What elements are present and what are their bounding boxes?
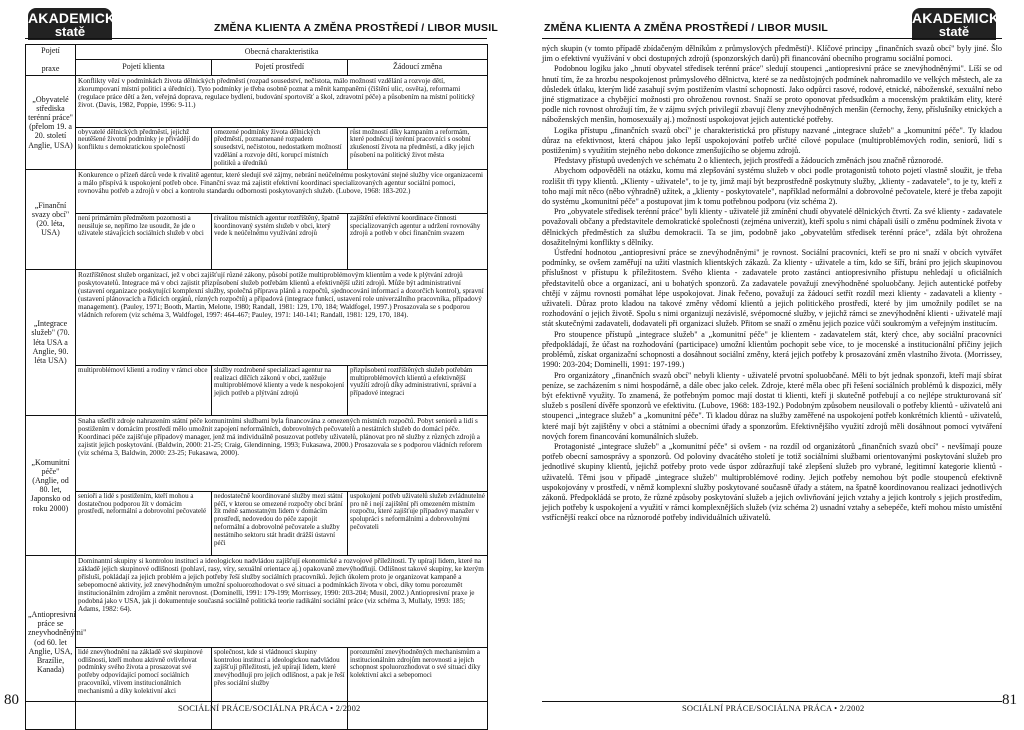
client-cell: lidé znevýhodnění na základě své skupinové odlišnosti, kteří mohou aktivně ovlivňovat podmínky svého života a prosazovat své potřeby odpovídající pomocí sociálních pracovníků, vlivem institucionálních mechanismů a díky kolektivní akci [76, 647, 212, 729]
badge-line1: AKADEMICKÉ [28, 10, 125, 26]
paragraph: Pro stoupence přístupů „integrace služeb" a „komunitní péče" je klientem - zadavatelem stát, který chce, aby sociální pracovníci předpokládají, že účast na rozhodování (participace) umožní klientům pochopit sebe více, to je mocenské a institucionální příčiny jejich problémů, získat organizační schopnosti a dosáhnout sociální změny, která jejich potřeby k prosazování změn vlastního života. (Morrissey, 1990: 203-204; Dominelli, 1991: 197-199.) [542, 329, 1002, 370]
section-badge [28, 8, 125, 40]
row-description: Konkurence o přízeň dárců vede k rivalitě agentur, které sledují své zájmy, nebrání neúčelnému poskytování stejné služby více organizacemi a málo přispívá k uspokojení potřeb obce. Finanční svaz má zajistit efektivní koordinaci specializovaných agentur sociální pomoci, rovnováhu potřeb a zdrojů v obci a kontrolu standardu odbornosti poskytovaných služeb. (Lubove, 1968: 183-202.) [76, 169, 488, 213]
practice-schema-table [25, 44, 488, 730]
env-cell: služby rozdrobené specializací agentur na realizaci dílčích zákonů v obci, zatěžuje multiproblémové klienty a vede k nespokojení jejich potřeb a plýtvání zdrojů [212, 365, 348, 415]
paragraph: Podobnou logiku jako „hnutí obyvatel středisek terénní práce" sledují stoupenci „antiopresivní práce se znevýhodněnými". Líší se od hnutí tím, že za hrozbu nespokojenost průmyslového dělnictva, které se za nedůstojných podmínek nahromadilo ve velkých městech, ale za důsledek útlaku, kterým lidé zasahují svým postižením vlastní schopností. Jako odpůrci rasové, rodové, etnické, náboženské, sexuální nebo jiné stigmatizace a chybějící možnosti pro ohroženou rovnost. Snaží se proto oponovat předsudkům a mocenským praktikám elity, které podle nich rovnost ohrožují tím, že v zájmu svých privilegií zbavují členy znevýhodněných menšin (černochy, ženy, příslušníky etnických a náboženských menšin, homosexuály aj.) možností uspokojovat jejich autentické potřeby. [542, 64, 1002, 125]
paragraph: Představy přístupů uvedených ve schématu 2 o klientech, jejich prostředí a žádoucích změnách jsou značně různorodé. [554, 156, 943, 166]
header-change: Žádoucí změna [348, 60, 488, 75]
running-head-right: ZMĚNA KLIENTA A ZMĚNA PROSTŘEDÍ / LIBOR MUSIL [544, 22, 828, 34]
change-cell: růst možností díky kampaním a reformám, které podněcují terénní pracovníci s osobní zkušeností života na předměstí, a díky jejich působení na politický život města [348, 127, 488, 169]
env-cell: nedostatečně koordinované služby mezi státní péčí, v kterou se omezené rozpočty obcí brání žít méně samostatným lidem v domácím prostředí, nedovedou do péče zapojit neformální a dobrovolné pečovatele a služby nestátního sektoru stát hradit drážší ústavní péči [212, 491, 348, 555]
paragraph: Abychom odpověděli na otázku, komu má zlepšování systému služeb v obci podle protagonistů tohoto pojetí vlastně sloužit, je třeba rozlišit tři typy klientů. „Klienty - uživatele", to je ty, jimž mají být bezprostředně poskytnuty služby, „klienty - zadavatele", to je ty, kteří z toho mají mít něco (něbo výhradně) užitek, a „klienty - poskytovatele", například neformální a dobrovolné pečovatele, které je třeba zapojit do systému „komunitní péče" a postupovat jim k tomu potřebnou podporu (viz schéma 2). [542, 166, 1002, 207]
paragraph: Pro „obyvatele středisek terénní práce" byli klienty - uživatelé již zmínění chudí obyvatelé dělnických čtvrtí. Za své klienty - zadavatele považovali občany a představitele demokratické společnosti (zejména univerzit), kteří spolu s nimi chápali úsilí o změnu podmínek života v dělnických předměstích za službu demokracii. Ta se jim, podobně jako „obyvatelům středisek terénní práce", zdála být ohrožena dosažitelnými konflikty s dělníky. [542, 207, 1002, 247]
change-cell: porozumění znevýhodněných mechanismům a institucionálním zdrojům nerovnosti a jejich schopnost spoluorozhodovat o své situaci díky kolektivní akci a sebepomoci [348, 647, 488, 729]
header-group: Obecná charakteristika [76, 45, 488, 60]
client-cell: multiproblémoví klienti a rodiny v rámci obce [76, 365, 212, 415]
row-description: Roztříštěnost služeb organizací, jež v obci zajišťují různé zákony, působí potíže multiproblémovým klientům a vede k plýtvání zdrojů poskytovatelů. Integrace má v obci zajistit přizpůsobení služeb potřebám klientů a efektivnější užití zdrojů. Může být administrativní (ustavení organizace poskytující komplexní služby, společná příprava plánů a rozpočtů, sjednocování informací a dozorčích kontrol), spravní (ustavení plánovacích a řídicích orgánů, různých rozpočtů) a případová (integrace funkcí, ustavení role univerzálního pracovníka, případový management). (Pauley, 1971; Booth, Martin, Melotte, 1980; Randall, 1981: 129, 170, 184; Waldfogel, 1997.) Prosazovala se s podporou vládních reforem (viz schéma 3, Waldfogel, 1997: 464-467; Pauley, 1971: 140-141; Randall, 1981: 129, 170, 184). [76, 269, 488, 365]
footer-left: SOCIÁLNÍ PRÁCE/SOCIÁLNA PRÁCA • 2/2002 [178, 703, 361, 713]
badge-line2: statě [938, 24, 970, 39]
page-number-right: 81 [1002, 692, 1017, 708]
row-label-antioppressive: „Antiopresivní práce se zneyvhodněnými" (od 60. let Anglie, USA, Brazílie, Kanada) [26, 555, 76, 729]
client-cell: není primárním předmětem pozornosti a neusiluje se, nepřímo lze usoudit, že jde o uživatele stávajících sociálních služeb v obci [76, 213, 212, 269]
row-label-community-care: „Komunitní péče" (Anglie, od 80. let, Japonsko od roku 2000) [26, 415, 76, 555]
env-cell: rivalitou místních agentur roztříštěný, špatně koordinovaný systém služeb v obci, který vede k neúčelnému využívání zdrojů [212, 213, 348, 269]
row-label-service-integration: „Integrace služeb" (70. léta USA a Anglie, 90. léta USA) [26, 269, 76, 415]
paragraph: Logika přístupu „finančních svazů obcí" je charakteristická pro přístupy nazvané „integrace služeb" a „komunitní péče". Ty kladou důraz na efektivnost, která chápou jako lepší uspokojování potřeb určité cílové populace (multiproblémových rodin, seniorů, lidí s postižením) s využitím stejného nebo dokonce zmenšujícího se objemu zdrojů. [542, 125, 1002, 156]
row-label-financial-federations: „Finanční svazy obcí" (20. léta, USA) [26, 169, 76, 269]
paragraph: ných skupin (v tomto případě zbídačeným dělníkům z průmyslových předměstí)¹. Klíčové principy „finančních svazů obcí" byly jiné. Šlo jim o efektivní využívání v obci dostupných zdrojů (sponzorských darů) při financování obecního programu sociální pomoci. [542, 44, 1002, 64]
badge-line2: statě [54, 24, 86, 39]
paragraph: Ústřední hodnotou „antiopresivní práce se znevýhodněnými" je rovnost. Sociální pracovníci, kteří se pro ni snaží v obcích vytvářet podmínky, se ovšem zaměřují na užití vlastních klientských zákazů. Za klienty - uživatele a tím, kdo se šíří, brání pro jejich skupinovou příslušnost v přístupu k příležitostem. Svého klienta - zadavatele proto zastánci antiopresivního přístupu nehledají u oficiálních představitelů obce a organizací, ani u bohatých sponzorů. Za zadavatele považují znevýhodněné spoluobčany. Jejich autentické potřeby chtějí v zájmu rovnosti pomáhat lépe uspokojovat. Jinak řečeno, považují za žádoucí setřít rozdíl mezi klienty - zadavateli a klienty - uživateli. Důraz proto kladou na takové změny vědomí klientů a jejich politického prostředí, které by jim umožnily podílet se na rozhodování o jejich životě. Spolu s nimi organizují nezávislé, svépomocné služby, v jejichž rámci se znevýhodnění klienti - uživatelé mají stát skutečnými zadavateli, dodavateli při organizaci služeb. Přitom se snaží o změnu jejich pozice vůči soukromým a veřejným institucím. [542, 248, 1002, 329]
header-client: Pojetí klienta [76, 60, 212, 75]
paragraph: Pro organizátory „finančních svazů obcí" nebyli klienty - uživatelé prvotní spoluobčané. Měli to být jednak sponzoři, kteří mají sbírat peníze, se zacházením s nimi hospodárně, a dále obec jako celek. Zdroje, které měla obec při řešení sociálních problémů k dispozici, měly být efektivně využity. To znamená, že potřebným pomoc mají dostat ti klienti, kteří ji skutečně potřebují a co nejlépe strukturovaná síť služeb s posílení dívěře sponzorů ve efektivitu. (Lubove, 1968: 183-192.) Podobným způsobem neusilovali o potřeby klientů - uživatelů ani stoupenci „integrace služeb" a „komunitní péče". Ti kladou důraz na služby zaměřené na uspokojení potřeb konkrétních klientů - uživatelů, které mají být zajištěny v obci a státními a obecními úřady a sponzorům. Efektivnějšího využití zdrojů měli dosáhnout pomocí vytváření nových forem financování komunálních služeb. [542, 370, 1002, 441]
env-cell: omezené podmínky života dělnických předměstí, poznamenané rozpadem sousedství, nečistotou, nedostatkem možností vzdělání a rozvoje dětí, korupcí místních politiků a úředníků [212, 127, 348, 169]
header-env: Pojetí prostředí [212, 60, 348, 75]
row-description: Dominantní skupiny si kontrolou institucí a ideologickou nadvládou zajišťují ekonomické a rozvojové příležitosti. Ty upírají lidem, které na základě jejich skupinové odlišnosti (pohlaví, rasy, víry, sexuální orientace aj.) opakovaně znevýhodňují. Odlišnost takové skupiny, ke kterým přísluší, pokládají za jejich problém a jejich potřeby řeší služby sociálních pracovníků. Jejich úkolem proto je organizovat kampaně a sebepomocné aktivity, jež znevýhodněným umožní spoluorozhodovat o své situaci a podmínkách života v obci, díky tomu porozumět institucionálním zdrojům a změnit nerovnost. (Dominelli, 1991: 179-199; Morrissey, 1990: 203-204; Musil, 2002.) Antiopresivní praxe je podobná jako v USA, jak ji dokumentuje současná sociálně politická teorie radikální sociální práce (viz schéma 3, Mullaly, 1993: 185; Adams, 1982: 64). [76, 555, 488, 647]
footer-right: SOCIÁLNÍ PRÁCE/SOCIÁLNA PRÁCA • 2/2002 [682, 703, 865, 713]
change-cell: uspokojení potřeb uživatelů služeb zvládnutelné pro ně i nejí zajištění při omezeném místním rozpočtu, které zajišťuje případový manažer v spolupráci s neformálními a dobrovolnými pečovateli [348, 491, 488, 555]
running-head-left: ZMĚNA KLIENTA A ZMĚNA PROSTŘEDÍ / LIBOR MUSIL [214, 22, 498, 34]
paragraph: Protagonisté „integrace služeb" a „komunitní péče" si ovšem - na rozdíl od organizátorů „finančních svazů obcí" - nevšímají pouze potřeb obecní samosprávy a sponzorů. Od poloviny dvacátého století je totiž sociálními službami orientovanými poskytování služeb pro jednotlivé skupiny klientů, jejichž potřeby proto vede úspor zdůrazňují také zlepšení služeb pro vybrané, legitimní kategorie klientů - uživatelů. Těmi jsou v případě „integrace služeb" multiproblémové rodiny. Jejich potřeby nemohou být podle stoupenců efektivně uspokojovány v prostředí, v němž komplexní služby poskytované současně úřady a státem, na špatně koordinovanou realizaci jednotlivých zákonů. Předpokládá se proto, že různé způsoby poskytování služeb a jejich ovlivňování jejich vztahy a jejich kontroly s jejich prostředím, jejich potřeby k uspokojení a využití v rámci komplexnějších služeb (viz schéma 2) usnadní vztahy a sebepéče, kteří mohou místo umístění vstřícnější reakcí obce na různorodé potřeby individuálních uživatelů. [542, 441, 1002, 523]
left-page [0, 0, 498, 716]
footer-rule-left [25, 701, 487, 702]
env-cell: společnost, kde si vládnoucí skupiny kontrolou institucí a ideologickou nadvládou zajišťují příležitosti, jež upírají lidem, které znevýhodňují pro jejich odlišnost, a pak je řeší přes sociální služby [212, 647, 348, 729]
footer-rule-right [542, 701, 1002, 702]
row-description: Konflikty vězí v podmínkách života dělnických předměstí (rozpad sousedství, nečistota, málo možností vzdělání a rozvoje dětí, zkorumpovaní místní politici a úředníci). Tyto podmínky je třeba osobně poznat a měnit kampaněmi (čištění ulic, osvěta), reformami (regulace práce dětí a žen, veřejná doprava, regulace bydlení, budování sportovišť a škol, zdravotní péče) a působením na místní politický život. (Davis, 1982, Poppie, 1996: 9-11.) [76, 75, 488, 127]
change-cell: zajištění efektivní koordinace činnosti specializovaných agentur a udržení rovnováhy zdrojů a potřeb v obci finančním svazem [348, 213, 488, 269]
page-number-left: 80 [4, 692, 19, 708]
client-cell: obyvatelé dělnických předměstí, jejichž neutěšené životní podmínky je přivádějí do konfliktu s demokratickou společností [76, 127, 212, 169]
badge-line1: AKADEMICKÉ [912, 10, 1009, 26]
header-practice-line1: Pojetí [41, 46, 60, 55]
client-cell: senioři a lidé s postižením, kteří mohou a dostatečnou podporou žít v domácím prostředí, neformální a dobrovolní pečovatelé [76, 491, 212, 555]
section-badge-right [912, 8, 1009, 40]
header-practice-line2: praxe [41, 64, 60, 74]
header-rule-right [542, 38, 1002, 39]
right-page [512, 0, 1024, 716]
body-text [542, 44, 1002, 524]
change-cell: přizpůsobení roztříštěných služeb potřebám multiproblémových klientů a efektivnější využití zdrojů díky administrativní, správní a případové integraci [348, 365, 488, 415]
row-description: Snaha ušetřit zdroje nahrazením státní péče komunitními službami byla financována z omezených místních rozpočtů. Pobyt seniorů a lidí s postižením v domácím prostředí mělo umožnit zapojení neformálních, dobrovolných pečovatelů a nestátních služeb do domácí péče. Koordinaci péče zajišťuje případový manager, jenž má individuálně posuzovat potřeby uživatelů, plánovat pro ně služby z různých zdrojů a zajistit jejich poskytování. (Baldwin, 2000: 21-25; Craig, Glendinning, 1993; Fukasawa, 2000.) Prosazovala se s podporou vládních reforem (viz schéma 3, Baldwin, 2000: 23-25; Fukasawa, 2000). [76, 415, 488, 491]
header-rule-left [25, 38, 487, 39]
header-practice [26, 45, 76, 76]
row-label-settlement: „Obyvatelé střediska terénní práce" (přelom 19. a 20. století Anglie, USA) [26, 75, 76, 169]
